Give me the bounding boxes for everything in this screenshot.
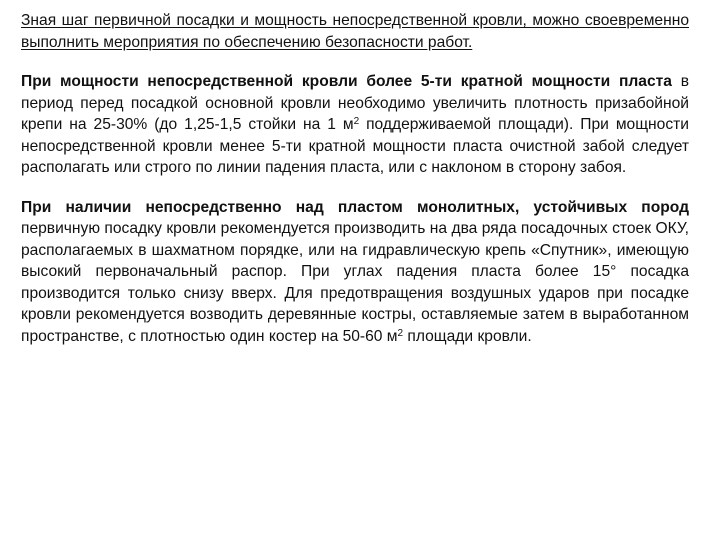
paragraph-monolithic-rock-text-1: первичную посадку кровли рекомендуется производить на два ряда посадочных стоек ОКУ, располагаемых в шахматном порядке, или на гидравлическую крепь «Спутник», имеющую высокий первоначальный распор. При углах падения пласта более 15° посадка производится только снизу вверх. Для предотвращения воздушных ударов при посадке кровли рекомендуется возводить деревянные костры, оставляемые затем в выработанном пространстве, с плотностью один костер на 50-60 м bbox=[21, 220, 689, 345]
paragraph-monolithic-rock-text-2: площади кровли. bbox=[403, 327, 532, 345]
square-meter-superscript: 2 bbox=[397, 327, 404, 339]
paragraph-thick-roof-lead: При мощности непосредственной кровли более 5-ти кратной мощности пласта bbox=[21, 73, 672, 90]
paragraph-monolithic-rock-lead: При наличии непосредственно над пластом монолитных, устойчивых пород bbox=[21, 198, 689, 216]
paragraph-thick-roof bbox=[21, 71, 689, 179]
paragraph-thick-roof-text-1: в период перед посадкой основной кровли необходимо увеличить плотность призабойной крепи на 25-30% (до 1,25-1,5 стойки на 1 м bbox=[21, 73, 689, 133]
paragraph-monolithic-rock bbox=[21, 197, 689, 348]
paragraph-thick-roof-text-2: поддерживаемой площади). При мощности непосредственной кровли менее 5-ти кратной мощности пласта очистной забой следует располагать или строго по линии падения пласта, или с наклоном в сторону забоя. bbox=[21, 116, 689, 176]
intro-paragraph: Зная шаг первичной посадки и мощность непосредственной кровли, можно своевременно выполнить мероприятия по обеспечению безопасности работ. bbox=[21, 12, 689, 51]
document-page bbox=[21, 10, 689, 347]
square-meter-superscript: 2 bbox=[353, 116, 360, 127]
